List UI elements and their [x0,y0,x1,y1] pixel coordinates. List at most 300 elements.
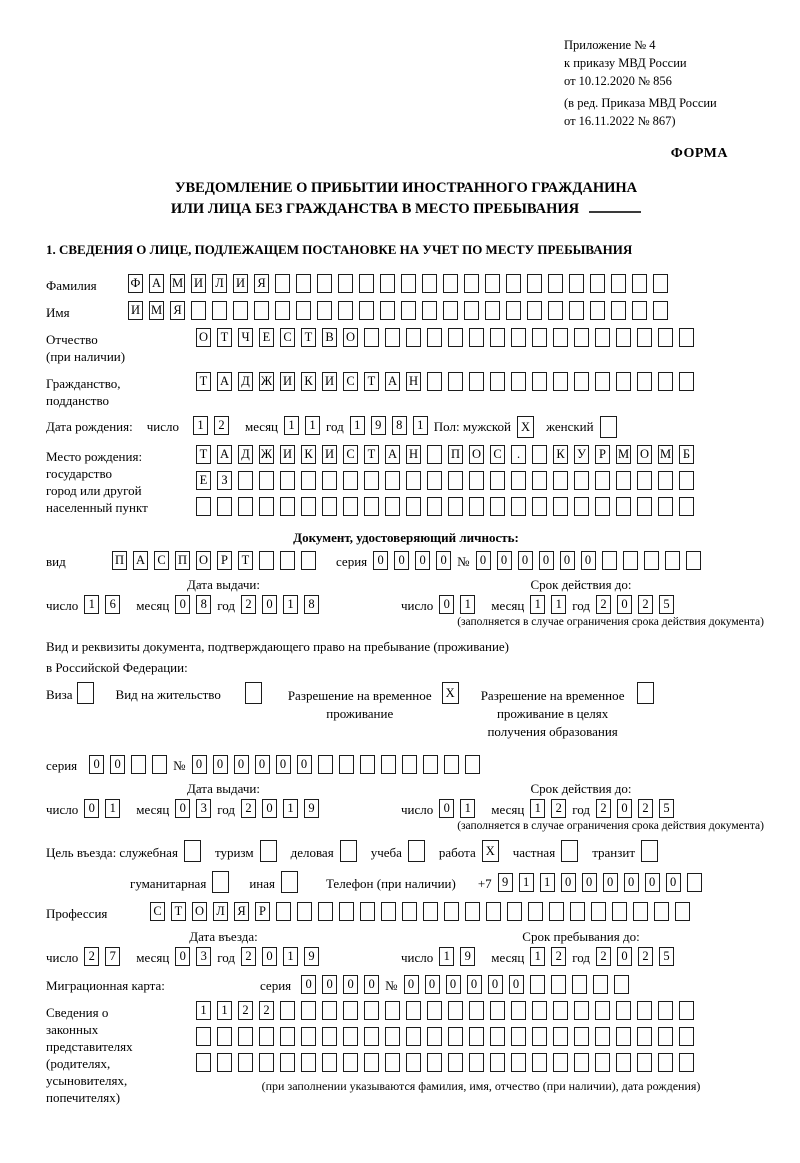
char-cell[interactable] [385,1001,400,1020]
char-cell[interactable]: 0 [404,975,419,994]
char-cell[interactable] [574,471,589,490]
char-cell[interactable] [343,1027,358,1046]
char-cell[interactable] [653,301,668,320]
char-cell[interactable]: Т [171,902,186,921]
char-cell[interactable]: Т [217,328,232,347]
char-cell[interactable] [611,274,626,293]
purpose-study-checkbox[interactable] [408,840,431,862]
char-cell[interactable]: 2 [638,947,653,966]
rvp-valid-day-cells[interactable] [439,799,481,818]
char-cell[interactable]: 0 [617,595,632,614]
char-cell[interactable]: 0 [581,551,596,570]
char-cell[interactable]: М [658,445,673,464]
char-cell[interactable]: 0 [262,947,277,966]
char-cell[interactable]: 8 [304,595,319,614]
char-cell[interactable] [444,755,459,774]
char-cell[interactable]: 2 [238,1001,253,1020]
char-cell[interactable] [600,416,617,438]
char-cell[interactable] [238,1053,253,1072]
patronymic-cells[interactable] [196,328,700,347]
char-cell[interactable] [644,551,659,570]
char-cell[interactable] [343,1001,358,1020]
char-cell[interactable] [317,301,332,320]
char-cell[interactable]: 0 [297,755,312,774]
char-cell[interactable]: 0 [262,799,277,818]
char-cell[interactable] [553,1001,568,1020]
char-cell[interactable] [532,372,547,391]
char-cell[interactable]: Р [217,551,232,570]
char-cell[interactable] [364,1027,379,1046]
char-cell[interactable] [574,1053,589,1072]
char-cell[interactable] [343,471,358,490]
char-cell[interactable]: Ж [259,445,274,464]
char-cell[interactable]: Т [364,372,379,391]
char-cell[interactable]: 1 [530,595,545,614]
purpose-humanitarian-checkbox[interactable] [212,871,235,893]
char-cell[interactable] [553,328,568,347]
char-cell[interactable]: X [482,840,499,862]
char-cell[interactable]: 0 [425,975,440,994]
char-cell[interactable]: А [385,372,400,391]
char-cell[interactable] [553,497,568,516]
char-cell[interactable]: Н [406,372,421,391]
char-cell[interactable] [595,1027,610,1046]
char-cell[interactable] [551,975,566,994]
char-cell[interactable] [259,1027,274,1046]
char-cell[interactable] [301,471,316,490]
birth-year-cells[interactable] [350,416,434,435]
char-cell[interactable]: Р [255,902,270,921]
char-cell[interactable]: О [192,902,207,921]
char-cell[interactable] [427,1027,442,1046]
char-cell[interactable] [402,902,417,921]
char-cell[interactable] [360,902,375,921]
char-cell[interactable] [527,274,542,293]
char-cell[interactable] [427,372,442,391]
char-cell[interactable]: Р [595,445,610,464]
char-cell[interactable]: И [280,372,295,391]
char-cell[interactable] [569,301,584,320]
char-cell[interactable]: 1 [439,947,454,966]
char-cell[interactable]: 9 [304,947,319,966]
char-cell[interactable] [490,1027,505,1046]
char-cell[interactable]: Ч [238,328,253,347]
char-cell[interactable] [595,328,610,347]
residence-permit-checkbox[interactable] [245,682,268,704]
char-cell[interactable] [364,497,379,516]
char-cell[interactable] [490,471,505,490]
char-cell[interactable] [196,1027,211,1046]
char-cell[interactable]: 0 [364,975,379,994]
char-cell[interactable] [343,1053,358,1072]
char-cell[interactable]: К [301,445,316,464]
char-cell[interactable]: Т [238,551,253,570]
char-cell[interactable]: 0 [213,755,228,774]
char-cell[interactable] [637,471,652,490]
char-cell[interactable] [511,1001,526,1020]
char-cell[interactable] [595,1053,610,1072]
char-cell[interactable] [301,1053,316,1072]
char-cell[interactable] [238,1027,253,1046]
doc-issue-year-cells[interactable] [241,595,325,614]
char-cell[interactable] [549,902,564,921]
char-cell[interactable] [616,1001,631,1020]
char-cell[interactable]: В [322,328,337,347]
rvp-valid-month-cells[interactable] [530,799,572,818]
char-cell[interactable] [196,1053,211,1072]
stay-month-cells[interactable] [530,947,572,966]
char-cell[interactable]: С [343,372,358,391]
char-cell[interactable] [401,274,416,293]
char-cell[interactable] [191,301,206,320]
char-cell[interactable] [616,497,631,516]
char-cell[interactable]: 0 [617,799,632,818]
char-cell[interactable] [574,1027,589,1046]
phone-cells[interactable] [498,871,708,892]
rvp-valid-year-cells[interactable] [596,799,680,818]
char-cell[interactable] [364,471,379,490]
rvp-number-cells[interactable] [192,755,486,774]
char-cell[interactable] [380,301,395,320]
char-cell[interactable]: М [616,445,631,464]
purpose-tourism-checkbox[interactable] [260,840,283,862]
char-cell[interactable] [658,1027,673,1046]
char-cell[interactable] [637,682,654,704]
char-cell[interactable] [506,274,521,293]
char-cell[interactable]: Н [406,445,421,464]
char-cell[interactable] [574,372,589,391]
char-cell[interactable]: 0 [175,799,190,818]
char-cell[interactable] [245,682,262,704]
char-cell[interactable]: 2 [551,799,566,818]
char-cell[interactable] [511,372,526,391]
char-cell[interactable]: 6 [105,595,120,614]
char-cell[interactable]: А [149,274,164,293]
char-cell[interactable] [637,328,652,347]
char-cell[interactable] [280,1001,295,1020]
char-cell[interactable]: 2 [596,799,611,818]
char-cell[interactable] [381,755,396,774]
rvp-checkbox[interactable] [442,682,465,704]
char-cell[interactable] [301,1027,316,1046]
char-cell[interactable]: 0 [234,755,249,774]
char-cell[interactable] [381,902,396,921]
char-cell[interactable]: X [517,416,534,438]
doc-valid-month-cells[interactable] [530,595,572,614]
char-cell[interactable] [77,682,94,704]
char-cell[interactable]: 1 [530,799,545,818]
char-cell[interactable] [296,274,311,293]
char-cell[interactable]: 0 [394,551,409,570]
char-cell[interactable]: 1 [305,416,320,435]
profession-cells[interactable] [150,902,696,921]
char-cell[interactable] [338,301,353,320]
char-cell[interactable] [637,1053,652,1072]
char-cell[interactable] [339,755,354,774]
char-cell[interactable]: 8 [196,595,211,614]
purpose-work-checkbox[interactable] [482,840,505,862]
char-cell[interactable] [490,1001,505,1020]
char-cell[interactable] [401,301,416,320]
char-cell[interactable] [364,328,379,347]
char-cell[interactable] [653,274,668,293]
char-cell[interactable] [385,1027,400,1046]
char-cell[interactable] [448,372,463,391]
char-cell[interactable] [469,328,484,347]
char-cell[interactable]: 1 [284,416,299,435]
char-cell[interactable] [611,301,626,320]
char-cell[interactable] [511,471,526,490]
char-cell[interactable] [359,274,374,293]
char-cell[interactable] [301,1001,316,1020]
char-cell[interactable] [448,1027,463,1046]
char-cell[interactable]: 0 [476,551,491,570]
char-cell[interactable] [511,497,526,516]
char-cell[interactable] [322,471,337,490]
char-cell[interactable] [687,873,702,892]
char-cell[interactable] [679,497,694,516]
char-cell[interactable] [444,902,459,921]
migration-number-cells[interactable] [404,975,635,994]
char-cell[interactable] [532,497,547,516]
char-cell[interactable]: 0 [110,755,125,774]
char-cell[interactable]: 1 [283,947,298,966]
char-cell[interactable]: 3 [196,799,211,818]
char-cell[interactable]: 9 [371,416,386,435]
char-cell[interactable]: 2 [84,947,99,966]
char-cell[interactable] [527,301,542,320]
char-cell[interactable]: 0 [624,873,639,892]
char-cell[interactable] [276,902,291,921]
char-cell[interactable] [632,274,647,293]
char-cell[interactable] [280,1027,295,1046]
char-cell[interactable]: Ф [128,274,143,293]
char-cell[interactable]: 0 [322,975,337,994]
char-cell[interactable]: 0 [343,975,358,994]
char-cell[interactable] [530,975,545,994]
char-cell[interactable] [532,1027,547,1046]
char-cell[interactable]: Д [238,445,253,464]
char-cell[interactable] [427,497,442,516]
char-cell[interactable] [318,755,333,774]
char-cell[interactable] [511,328,526,347]
char-cell[interactable]: 2 [241,947,256,966]
char-cell[interactable] [280,471,295,490]
char-cell[interactable]: Л [213,902,228,921]
char-cell[interactable] [423,755,438,774]
char-cell[interactable]: 2 [551,947,566,966]
char-cell[interactable] [658,328,673,347]
char-cell[interactable]: 0 [582,873,597,892]
char-cell[interactable] [658,497,673,516]
rvp-issue-year-cells[interactable] [241,799,325,818]
char-cell[interactable] [574,497,589,516]
char-cell[interactable]: К [301,372,316,391]
char-cell[interactable] [490,1053,505,1072]
char-cell[interactable]: 2 [596,947,611,966]
char-cell[interactable]: Б [679,445,694,464]
char-cell[interactable]: О [196,551,211,570]
char-cell[interactable]: Д [238,372,253,391]
char-cell[interactable]: И [280,445,295,464]
char-cell[interactable] [602,551,617,570]
char-cell[interactable] [448,328,463,347]
char-cell[interactable] [259,497,274,516]
char-cell[interactable] [591,902,606,921]
char-cell[interactable] [217,497,232,516]
char-cell[interactable] [340,840,357,862]
char-cell[interactable] [658,1053,673,1072]
char-cell[interactable]: 1 [413,416,428,435]
entry-month-cells[interactable] [175,947,217,966]
purpose-business-checkbox[interactable] [340,840,363,862]
name-cells[interactable] [128,301,674,320]
char-cell[interactable]: 2 [638,799,653,818]
char-cell[interactable]: 0 [645,873,660,892]
doc-issue-day-cells[interactable] [84,595,126,614]
char-cell[interactable] [633,902,648,921]
char-cell[interactable]: П [112,551,127,570]
char-cell[interactable] [212,871,229,893]
char-cell[interactable]: 0 [603,873,618,892]
char-cell[interactable] [641,840,658,862]
char-cell[interactable]: 0 [509,975,524,994]
char-cell[interactable] [595,372,610,391]
char-cell[interactable] [548,301,563,320]
char-cell[interactable] [506,301,521,320]
char-cell[interactable] [532,1001,547,1020]
char-cell[interactable]: Л [212,274,227,293]
char-cell[interactable] [532,445,547,464]
char-cell[interactable] [595,497,610,516]
char-cell[interactable] [616,1053,631,1072]
char-cell[interactable]: М [170,274,185,293]
char-cell[interactable] [465,902,480,921]
char-cell[interactable]: П [175,551,190,570]
char-cell[interactable]: 1 [460,799,475,818]
char-cell[interactable]: 0 [192,755,207,774]
char-cell[interactable] [233,301,248,320]
surname-cells[interactable] [128,274,674,293]
char-cell[interactable] [260,840,277,862]
char-cell[interactable] [238,497,253,516]
entry-year-cells[interactable] [241,947,325,966]
char-cell[interactable] [511,1027,526,1046]
char-cell[interactable] [317,274,332,293]
char-cell[interactable] [465,755,480,774]
char-cell[interactable]: О [637,445,652,464]
char-cell[interactable] [469,1001,484,1020]
char-cell[interactable] [486,902,501,921]
char-cell[interactable]: Я [234,902,249,921]
char-cell[interactable] [469,372,484,391]
char-cell[interactable]: 0 [373,551,388,570]
char-cell[interactable] [485,274,500,293]
rvp-issue-day-cells[interactable] [84,799,126,818]
char-cell[interactable]: 0 [439,799,454,818]
char-cell[interactable] [654,902,669,921]
char-cell[interactable] [275,274,290,293]
char-cell[interactable] [238,471,253,490]
char-cell[interactable] [301,497,316,516]
char-cell[interactable]: X [442,682,459,704]
char-cell[interactable]: 1 [283,799,298,818]
char-cell[interactable] [686,551,701,570]
char-cell[interactable] [259,471,274,490]
char-cell[interactable] [532,471,547,490]
char-cell[interactable] [623,551,638,570]
char-cell[interactable] [443,301,458,320]
char-cell[interactable] [490,497,505,516]
char-cell[interactable] [593,975,608,994]
char-cell[interactable]: О [469,445,484,464]
char-cell[interactable] [665,551,680,570]
char-cell[interactable] [679,471,694,490]
char-cell[interactable]: 0 [89,755,104,774]
char-cell[interactable]: 0 [439,595,454,614]
char-cell[interactable]: 5 [659,595,674,614]
char-cell[interactable] [448,471,463,490]
char-cell[interactable] [280,497,295,516]
char-cell[interactable] [511,1053,526,1072]
char-cell[interactable] [427,471,442,490]
char-cell[interactable]: 0 [560,551,575,570]
char-cell[interactable]: 5 [659,799,674,818]
char-cell[interactable] [616,471,631,490]
representatives-row2-cells[interactable] [196,1027,700,1046]
char-cell[interactable] [280,551,295,570]
char-cell[interactable]: И [322,445,337,464]
char-cell[interactable] [422,301,437,320]
char-cell[interactable] [339,902,354,921]
char-cell[interactable] [280,1053,295,1072]
char-cell[interactable]: 0 [617,947,632,966]
char-cell[interactable] [469,1053,484,1072]
char-cell[interactable] [406,471,421,490]
char-cell[interactable] [553,1053,568,1072]
char-cell[interactable]: 2 [259,1001,274,1020]
char-cell[interactable] [385,471,400,490]
char-cell[interactable]: 0 [666,873,681,892]
char-cell[interactable]: 0 [436,551,451,570]
char-cell[interactable]: 1 [460,595,475,614]
char-cell[interactable] [590,274,605,293]
migration-series-cells[interactable] [301,975,385,994]
char-cell[interactable] [359,301,374,320]
char-cell[interactable] [469,497,484,516]
char-cell[interactable] [196,497,211,516]
char-cell[interactable] [679,1053,694,1072]
birth-day-cells[interactable] [193,416,235,435]
char-cell[interactable] [217,1053,232,1072]
char-cell[interactable]: А [217,372,232,391]
char-cell[interactable]: О [343,328,358,347]
char-cell[interactable] [572,975,587,994]
doc-valid-year-cells[interactable] [596,595,680,614]
rvp-issue-month-cells[interactable] [175,799,217,818]
citizenship-cells[interactable] [196,372,700,391]
stay-day-cells[interactable] [439,947,481,966]
char-cell[interactable] [553,372,568,391]
char-cell[interactable]: 0 [262,595,277,614]
char-cell[interactable]: . [511,445,526,464]
purpose-other-checkbox[interactable] [281,871,304,893]
char-cell[interactable]: 0 [276,755,291,774]
char-cell[interactable]: О [196,328,211,347]
representatives-row3-cells[interactable] [196,1053,700,1072]
char-cell[interactable] [448,497,463,516]
entry-day-cells[interactable] [84,947,126,966]
